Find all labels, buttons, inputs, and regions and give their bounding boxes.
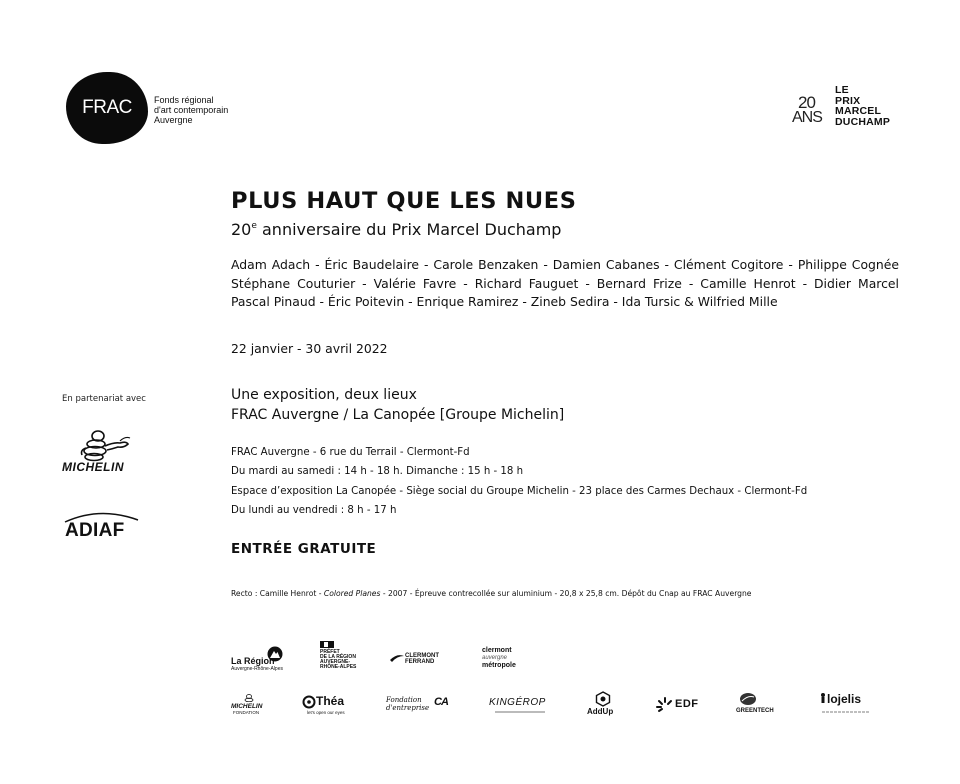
prix-name-line: MARCEL (835, 105, 882, 117)
edf-word: EDF (675, 698, 699, 710)
kingerop-logo (489, 697, 549, 715)
region-logo (231, 646, 287, 672)
prix-marcel-duchamp-logo (792, 86, 902, 132)
prix-name (835, 85, 890, 127)
credit-agricole-logo (434, 696, 452, 714)
prix-ans-text: ANS (792, 109, 822, 126)
frac-logo-text: FRAC (82, 97, 132, 118)
prefet-line: PRÉFET (320, 649, 340, 655)
venue-info (231, 443, 807, 520)
subtitle-ordinal: e (251, 221, 257, 231)
frac-caption-line: Fonds régional (154, 95, 214, 105)
artist-line: Adam Adach - Éric Baudelaire - Carole Benzaken - Damien Cabanes - Clément Cogitore - Philippe Cognée (231, 257, 899, 272)
artist-list (231, 256, 899, 312)
fondation-michelin-logo (231, 694, 267, 716)
frac-logo (66, 72, 148, 144)
venue-info-line: Espace d’exposition La Canopée - Siège social du Groupe Michelin - 23 place des Carmes Dechaux - Clermont-Fd (231, 485, 808, 497)
prix-name-line: LE (835, 84, 849, 96)
credit-agricole-mark: CA (434, 696, 448, 708)
lojelis-logo (820, 692, 872, 718)
venue-info-line: FRAC Auvergne - 6 rue du Terrail - Clermont-Fd (231, 447, 470, 458)
partnership-label: En partenariat avec (62, 394, 146, 404)
bibendum-small-icon (243, 694, 255, 702)
addup-word: AddUp (587, 707, 614, 716)
prefet-line: RHÔNE-ALPES (320, 664, 357, 670)
exhibition-title: PLUS HAUT QUE LES NUES (231, 188, 577, 214)
prix-20-numeral: 20 (798, 93, 815, 112)
prefet-logo (318, 641, 362, 675)
expo-venues: FRAC Auvergne / La Canopée [Groupe Michelin] (231, 407, 565, 423)
addup-logo (586, 691, 620, 719)
region-name: La Région (231, 656, 275, 666)
lojelis-tagline-icon (822, 710, 870, 714)
greentech-leaf-icon (739, 692, 757, 706)
frac-caption-line: d'art contemporain (154, 105, 229, 115)
subtitle-text: anniversaire du Prix Marcel Duchamp (256, 220, 562, 239)
michelin-logo (62, 428, 146, 474)
region-subname: Auvergne-Rhône-Alpes (231, 666, 283, 672)
credit-prefix: Recto : Camille Henrot - (231, 589, 324, 598)
free-entry-label: ENTRÉE GRATUITE (231, 541, 377, 557)
edf-sun-icon (656, 697, 674, 713)
venue-info-line: Du mardi au samedi : 14 h - 18 h. Dimanche : 15 h - 18 h (231, 466, 524, 478)
clermont-swoosh-icon (390, 653, 404, 663)
thea-eye-icon (302, 695, 316, 709)
image-credit (231, 589, 751, 598)
metropole-line: auvergne (482, 655, 508, 661)
exhibition-dates: 22 janvier - 30 avril 2022 (231, 341, 388, 356)
frac-caption-line: Auvergne (154, 115, 193, 125)
lojelis-word: lojelis (827, 692, 862, 706)
prefet-line: AUVERGNE- (320, 659, 351, 665)
addup-hexagon-icon (595, 691, 611, 707)
adiaf-logo (62, 508, 140, 548)
kingerop-underline-icon (495, 710, 545, 714)
thea-tagline: let's open our eyes (307, 710, 345, 715)
metropole-line: métropole (482, 662, 516, 669)
credit-work-title: Colored Planes (323, 589, 381, 598)
marianne-flag-icon (320, 641, 334, 648)
bibendum-icon (62, 428, 146, 462)
lojelis-mark-icon (820, 693, 826, 703)
subtitle-number: 20 (231, 220, 252, 239)
greentech-logo (736, 692, 780, 718)
fondation-entreprise-text: Fondation d'entreprise (386, 696, 430, 712)
metropole-line: clermont (482, 647, 512, 654)
artist-line: Stéphane Couturier - Valérie Favre - Richard Fauguet - Bernard Frize - Camille Henrot - Didier Marcel (231, 275, 899, 291)
fondation-michelin-sub: FONDATION (233, 710, 260, 715)
prix-name-line: DUCHAMP (835, 115, 891, 128)
venue-info-line: Du lundi au vendredi : 8 h - 17 h (231, 504, 397, 516)
expo-heading: Une exposition, deux lieux (231, 387, 417, 403)
adiaf-wordmark: ADIAF (65, 520, 125, 541)
michelin-wordmark: MICHELIN (62, 460, 124, 474)
credit-details: - 2007 - Épreuve contrecollée sur aluminium - 20,8 x 25,8 cm. Dépôt du Cnap au FRAC Auvergne (380, 589, 752, 598)
clermont-ferrand-logo (390, 650, 442, 668)
fondation-entreprise-logo (386, 694, 428, 718)
prefet-line: DE LA RÉGION (320, 654, 356, 660)
prix-name-line: PRIX (835, 94, 861, 107)
greentech-word: GREENTECH (736, 708, 774, 714)
kingerop-word: KINGÉROP (489, 697, 546, 708)
thea-logo (302, 694, 350, 718)
exhibition-subtitle (231, 220, 561, 239)
edf-logo (656, 695, 700, 717)
clermont-metropole-logo (479, 643, 529, 673)
frac-logo-caption (154, 95, 228, 125)
artist-line: Pascal Pinaud - Éric Poitevin - Enrique Ramirez - Zineb Sedira - Ida Tursic & Wilfried Mille (231, 294, 778, 309)
thea-word: Théa (316, 694, 345, 708)
clermont-ferrand-line: CLERMONT (405, 653, 439, 659)
fondation-michelin-word: MICHELIN (231, 703, 263, 710)
clermont-ferrand-line: FERRAND (405, 659, 435, 665)
